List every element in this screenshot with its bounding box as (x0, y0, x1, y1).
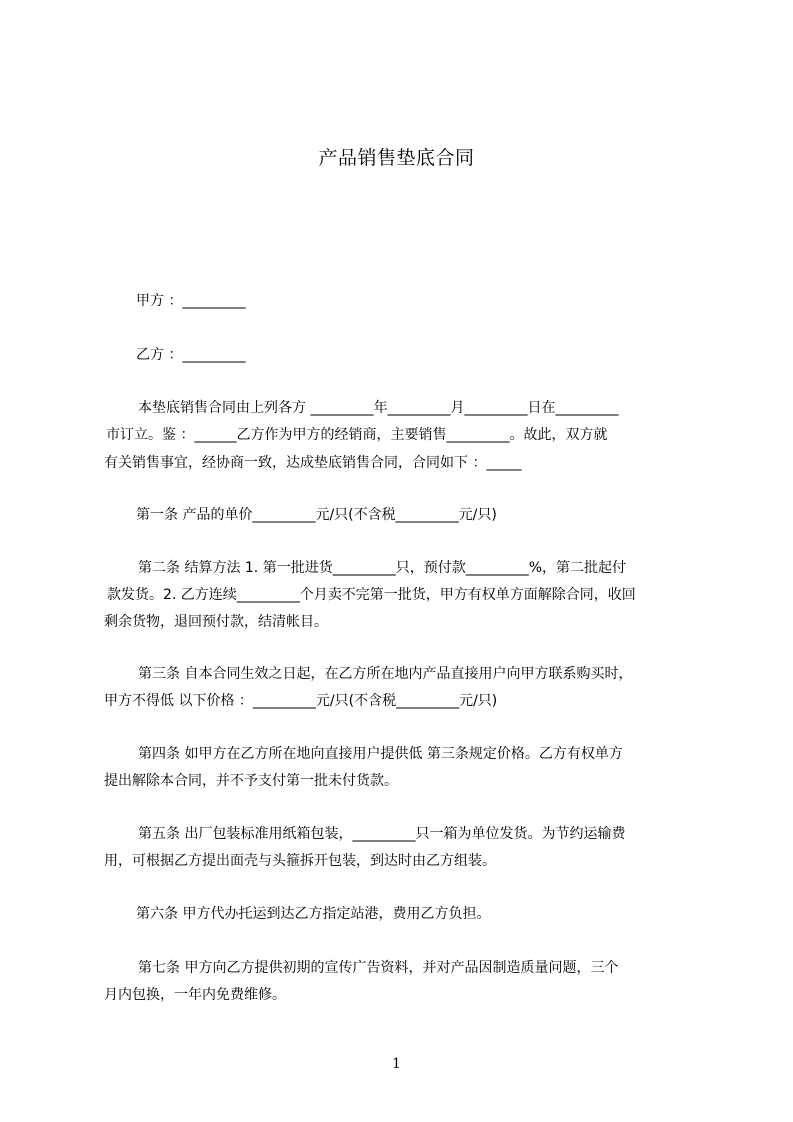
document-title: 产品销售垫底合同 (318, 147, 475, 169)
article-5-line-2: 用，可根据乙方提出面壳与头箍拆开包装，到达时由乙方组装。 (104, 853, 496, 869)
article-5-line-1: 第五条 出厂包装标准用纸箱包装，_________只一箱为单位发货。为节约运输费 (138, 826, 626, 842)
article-3-line-1: 第三条 自本合同生效之日起，在乙方所在地内产品直接用户向甲方联系购买时， (138, 666, 633, 682)
article-4-line-1: 第四条 如甲方在乙方所在地向直接用户提供低 第三条规定价格。乙方有权单方 (138, 746, 623, 762)
party-b-line: 乙方 ：_________ (136, 347, 246, 363)
article-2-line-3: 剩余货物，退回预付款，结清帐目。 (104, 614, 328, 630)
article-2-line-2: 款发货。2. 乙方连续_________个月卖不完第一批货，甲方有权单方面解除合同，收回 (107, 587, 636, 603)
article-2-line-1: 第二条 结算方法 1. 第一批进货_________只，预付款_________%，第二批起付 (138, 560, 627, 576)
party-a-line: 甲方 ：_________ (136, 293, 246, 309)
article-7-line-2: 月内包换，一年内免费维修。 (104, 987, 286, 1003)
article-7-line-1: 第七条 甲方向乙方提供初期的宣传广告资料，并对产品因制造质量问题，三个 (138, 960, 619, 976)
preamble-line-1: 本垫底销售合同由上列各方 _________年_________月_________日在_________ (138, 400, 619, 416)
article-3-line-2: 甲方不得低 以下价格 ：_________元/只(不含税_________元/只) (104, 693, 498, 709)
preamble-line-3: 有关销售事宜，经协商一致，达成垫底销售合同，合同如下 ：_____ (104, 455, 522, 471)
preamble-line-2: 市订立。鉴 ：______乙方作为甲方的经销商，主要销售_________。故此，双方就 (106, 427, 608, 443)
article-4-line-2: 提出解除本合同，并不予支付第一批未付货款。 (104, 773, 398, 789)
page-number: 1 (392, 1056, 401, 1072)
article-1-line-1: 第一条 产品的单价_________元/只(不含税_________元/只) (136, 507, 497, 523)
article-6-line-1: 第六条 甲方代办托运到达乙方指定站港，费用乙方负担。 (136, 906, 491, 922)
